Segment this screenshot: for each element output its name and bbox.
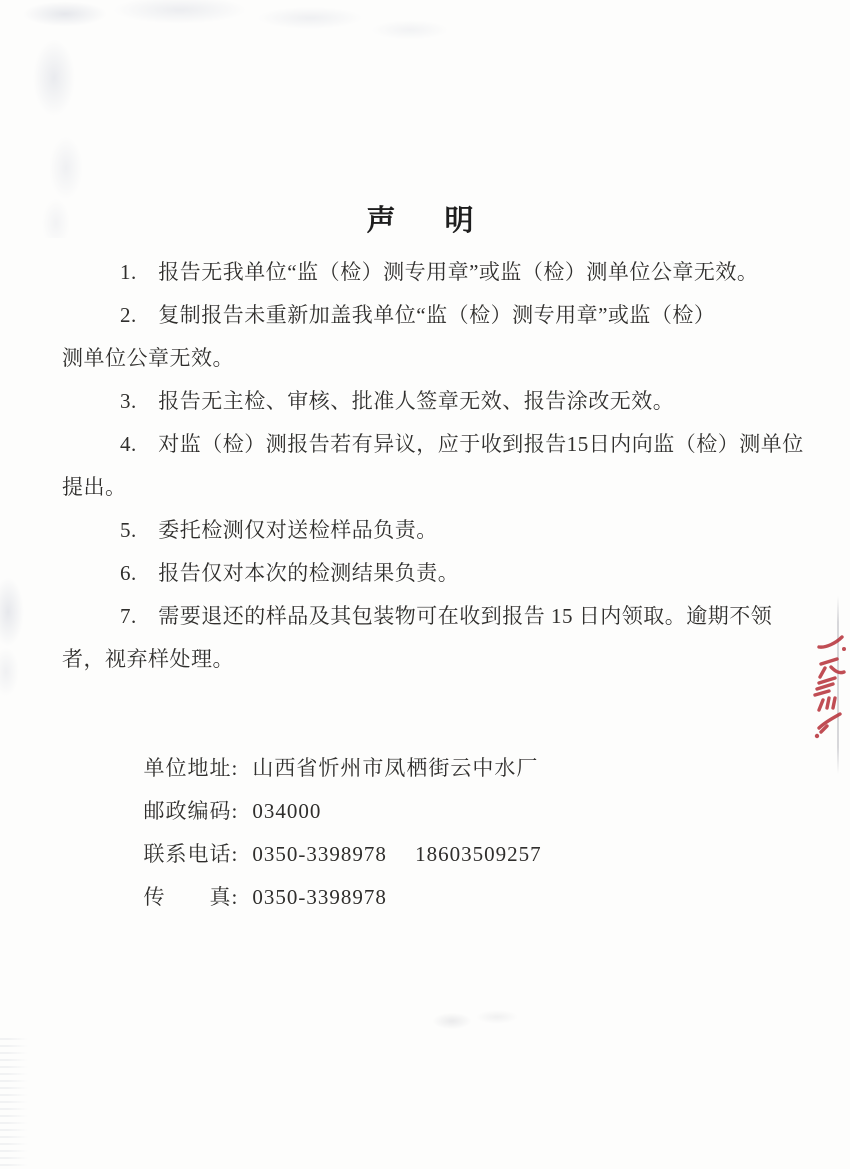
contact-row-address bbox=[112, 704, 542, 780]
red-seal-fragment-icon bbox=[810, 626, 850, 744]
scan-artifact-left-bottom bbox=[0, 1038, 28, 1169]
statement-4-line-2: 提出。 bbox=[62, 475, 127, 499]
scan-artifact-left-middle bbox=[0, 552, 36, 702]
scan-artifact-smudge bbox=[412, 1003, 532, 1041]
statement-3-line-1: 3. 报告无主检、审核、批准人签章无效、报告涂改无效。 bbox=[120, 389, 675, 413]
postcode-value: 034000 bbox=[252, 799, 322, 823]
statement-4-line-1: 4. 对监（检）测报告若有异议，应于收到报告15日内向监（检）测单位 bbox=[120, 432, 804, 456]
address-value: 山西省忻州市凤栖街云中水厂 bbox=[252, 756, 539, 780]
address-label: 单位地址: bbox=[143, 756, 239, 780]
statement-2-line-1: 2. 复制报告未重新加盖我单位“监（检）测专用章”或监（检） bbox=[120, 303, 716, 327]
phone-label: 联系电话: bbox=[143, 842, 239, 866]
statement-1-line-1: 1. 报告无我单位“监（检）测专用章”或监（检）测单位公章无效。 bbox=[120, 260, 759, 284]
statement-2-line-2: 测单位公章无效。 bbox=[62, 346, 234, 370]
statement-6-line-1: 6. 报告仅对本次的检测结果负责。 bbox=[120, 561, 460, 585]
statements-list bbox=[62, 251, 802, 681]
postcode-label: 邮政编码: bbox=[143, 799, 239, 823]
statement-5-line-1: 5. 委托检测仅对送检样品负责。 bbox=[120, 518, 438, 542]
page-title: 声 明 bbox=[366, 205, 484, 237]
scan-artifact-top-edge bbox=[20, 0, 450, 58]
contact-info bbox=[112, 704, 542, 909]
fax-value: 0350-3398978 bbox=[252, 885, 387, 909]
statement-7-line-1: 7. 需要退还的样品及其包装物可在收到报告 15 日内领取。逾期不领 bbox=[120, 604, 773, 628]
fax-label: 传 真: bbox=[143, 885, 239, 909]
statement-7-line-2: 者，视弃样处理。 bbox=[62, 647, 234, 671]
phone-value: 0350-3398978 18603509257 bbox=[252, 842, 542, 866]
